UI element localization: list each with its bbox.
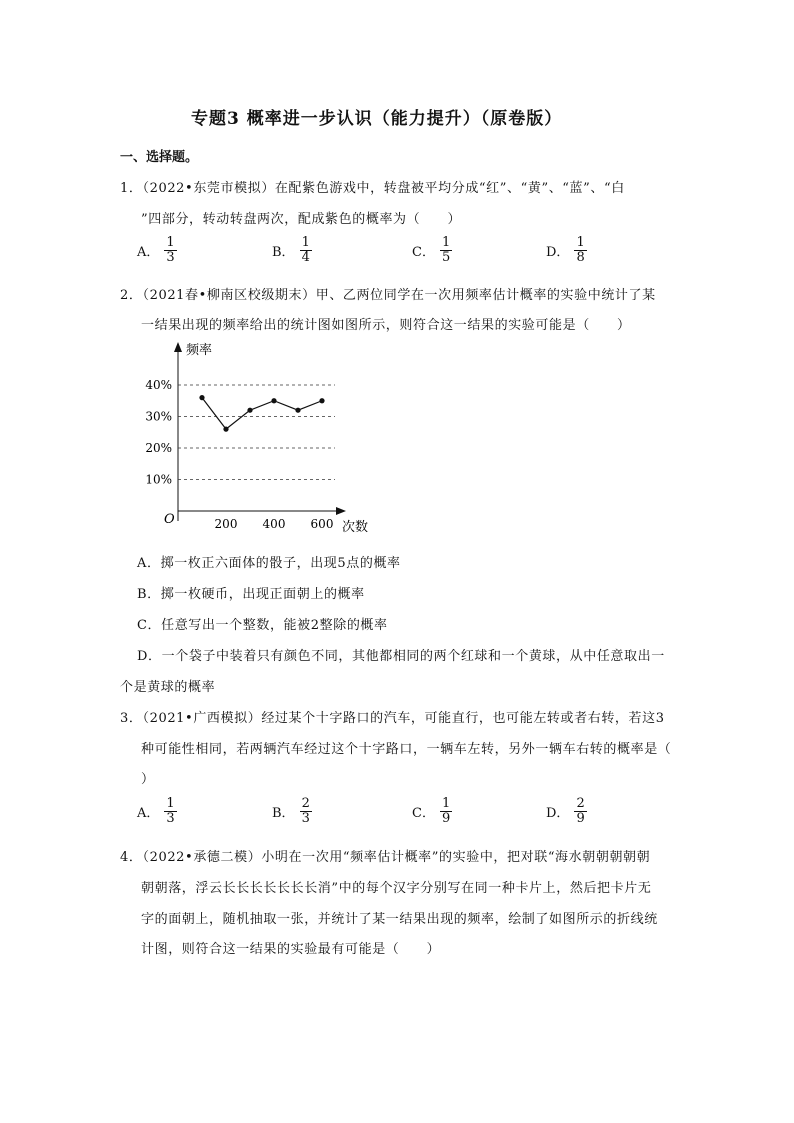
fraction: $\frac{1}{8}$ (576, 235, 585, 265)
fraction: $\frac{1}{5}$ (441, 235, 451, 265)
q1-line1: 1．（2022•东莞市模拟）在配紫色游戏中，转盘被平均分成“红”、“黄”、“蓝”、“白 (120, 181, 625, 196)
q3-line2: 种可能性相同，若两辆汽车经过这个十字路口，一辆车左转，另外一辆车右转的概率是（ (141, 742, 672, 757)
q3-option-d: D． $\frac{2}{9}$ (546, 796, 585, 826)
data-point (223, 427, 228, 432)
q4-line2: 朝朝落，浮云长长长长长长长消”中的每个汉字分别写在同一种卡片上，然后把卡片无 (141, 881, 652, 896)
q4-line1: 4．（2022•承德二模）小明在一次用“频率估计概率”的实验中，把对联“海水朝朝朝朝朝 (120, 850, 651, 865)
q2-option-d: D．一个袋子中装着只有颜色不同，其他都相同的两个红球和一个黄球，从中任意取出一 (137, 649, 665, 664)
y-tick-label: 30% (145, 409, 172, 424)
fraction: $\frac{1}{9}$ (441, 796, 451, 826)
data-point (247, 408, 252, 413)
q1-option-b: B． $\frac{1}{4}$ (272, 235, 310, 265)
series-line (202, 398, 322, 430)
x-tick-label: 200 (214, 517, 238, 531)
fraction: $\frac{1}{4}$ (301, 235, 310, 265)
q3-line1: 3．（2021•广西模拟）经过某个十字路口的汽车，可能直行，也可能左转或者右转，若这3 (120, 711, 665, 726)
q1-line2: ”四部分，转动转盘两次，配成紫色的概率为（ ） (141, 212, 462, 227)
q1-option-a: A． $\frac{1}{3}$ (137, 235, 175, 265)
q4-line3: 字的面朝上，随机抽取一张，并统计了某一结果出现的频率，绘制了如图所示的折线统 (141, 912, 658, 927)
origin-label: O (164, 512, 175, 527)
q1-option-d: D． $\frac{1}{8}$ (546, 235, 585, 265)
q1-option-c: C． $\frac{1}{5}$ (412, 235, 451, 265)
y-tick-label: 20% (145, 441, 172, 455)
q2-option-b: B．掷一枚硬币，出现正面朝上的概率 (137, 587, 365, 602)
q2-option-a: A．掷一枚正六面体的骰子，出现5点的概率 (137, 556, 401, 571)
x-tick-label: 400 (262, 517, 286, 531)
section-heading: 一、选择题。 (120, 150, 199, 165)
fraction: $\frac{1}{3}$ (166, 235, 175, 265)
fraction: $\frac{2}{3}$ (301, 796, 310, 826)
q3-line3: ） (141, 772, 155, 787)
x-axis-arrow (336, 507, 346, 515)
x-tick-label: 600 (310, 517, 334, 531)
q3-option-c: C． $\frac{1}{9}$ (412, 796, 451, 826)
y-axis-arrow (174, 342, 182, 352)
q2-option-c: C．任意写出一个整数，能被2整除的概率 (137, 618, 388, 633)
q3-option-b: B． $\frac{2}{3}$ (272, 796, 310, 826)
x-axis-label: 次数 (342, 520, 369, 535)
q4-line4: 计图，则符合这一结果的实验最有可能是（ ） (141, 942, 441, 957)
frequency-line-chart (120, 336, 390, 536)
q2-line1: 2．（2021春•柳南区校级期末）甲、乙两位同学在一次用频率估计概率的实验中统计了某 (120, 288, 656, 303)
y-tick-label: 10% (145, 472, 172, 487)
q3-option-a: A． $\frac{1}{3}$ (137, 796, 175, 826)
q2-option-d-cont: 个是黄球的概率 (120, 680, 216, 695)
data-point (199, 395, 204, 400)
fraction: $\frac{2}{9}$ (576, 796, 585, 826)
fraction: $\frac{1}{3}$ (166, 796, 175, 826)
y-tick-label: 40% (145, 378, 172, 392)
y-axis-label: 频率 (186, 343, 213, 358)
page-title: 专题3 概率进一步认识（能力提升）（原卷版） (191, 109, 563, 129)
data-point (295, 408, 300, 413)
data-point (271, 398, 276, 403)
q2-line2: 一结果出现的频率给出的统计图如图所示，则符合这一结果的实验可能是（ ） (141, 318, 631, 333)
data-point (319, 398, 324, 403)
